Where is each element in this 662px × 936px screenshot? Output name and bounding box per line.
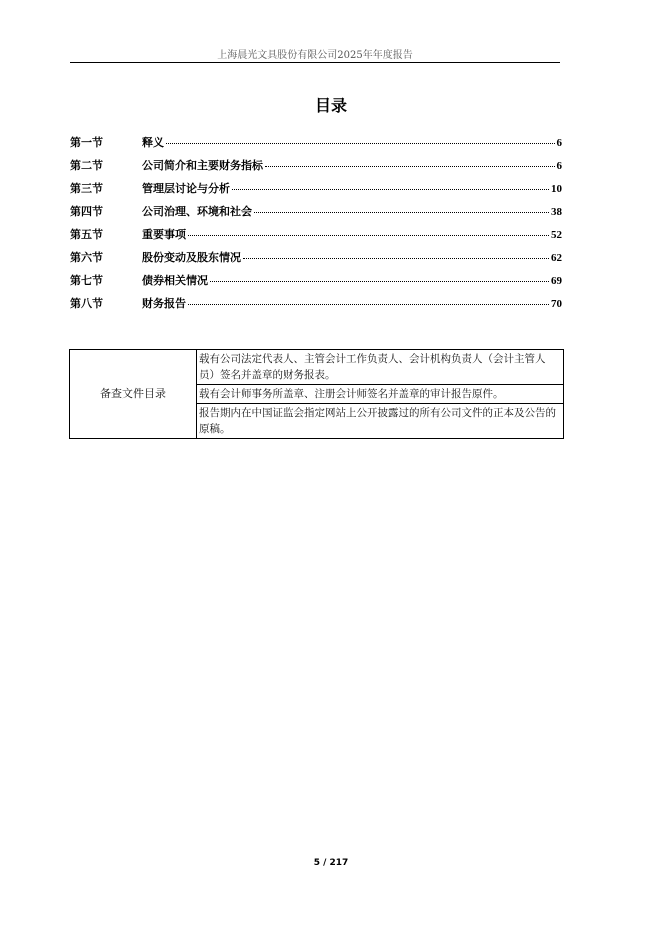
toc-section-name: 公司简介和主要财务指标	[142, 159, 263, 172]
toc-entry-2[interactable]	[70, 157, 562, 180]
toc-page-number: 10	[551, 183, 562, 195]
toc-section-name: 公司治理、环境和社会	[142, 205, 252, 218]
header-rule	[70, 62, 560, 63]
toc-entry-7[interactable]	[70, 272, 562, 295]
toc-section-name: 重要事项	[142, 228, 186, 241]
toc-dot-leader	[265, 166, 555, 167]
toc-entry-3[interactable]	[70, 180, 562, 203]
toc-dot-leader	[188, 235, 549, 236]
toc-section-number: 第一节	[70, 136, 103, 149]
toc-entry-4[interactable]	[70, 203, 562, 226]
toc-entry-6[interactable]	[70, 249, 562, 272]
toc-section-name: 管理层讨论与分析	[142, 182, 230, 195]
toc-section-number: 第七节	[70, 274, 103, 287]
table-of-contents	[70, 134, 562, 318]
table-row	[70, 350, 564, 385]
reference-document-item: 载有会计师事务所盖章、注册会计师签名并盖章的审计报告原件。	[197, 385, 564, 404]
toc-dot-leader	[188, 304, 549, 305]
toc-section-name: 释义	[142, 136, 164, 149]
toc-section-name: 债券相关情况	[142, 274, 208, 287]
toc-dot-leader	[166, 143, 555, 144]
toc-title: 目录	[314, 96, 347, 115]
toc-page-number: 6	[556, 160, 562, 172]
toc-section-number: 第三节	[70, 182, 103, 195]
toc-section-number: 第八节	[70, 297, 103, 310]
toc-section-number: 第五节	[70, 228, 103, 241]
reference-document-item: 报告期内在中国证监会指定网站上公开披露过的所有公司文件的正本及公告的原稿。	[197, 404, 564, 439]
toc-dot-leader	[254, 212, 549, 213]
toc-dot-leader	[210, 281, 549, 282]
toc-entry-1[interactable]	[70, 134, 562, 157]
toc-page-number: 69	[551, 275, 562, 287]
toc-page-number: 62	[551, 252, 562, 264]
toc-page-number: 70	[551, 298, 562, 310]
reference-documents-table	[69, 349, 564, 439]
toc-entry-8[interactable]	[70, 295, 562, 318]
toc-dot-leader	[243, 258, 549, 259]
reference-documents-label: 备查文件目录	[70, 350, 197, 439]
toc-section-number: 第二节	[70, 159, 103, 172]
toc-dot-leader	[232, 189, 549, 190]
reference-document-item: 载有公司法定代表人、主管会计工作负责人、会计机构负责人（会计主管人员）签名并盖章的财务报表。	[197, 350, 564, 385]
page-header: 上海晨光文具股份有限公司2025年年度报告	[217, 50, 413, 61]
toc-page-number: 52	[551, 229, 562, 241]
toc-section-name: 财务报告	[142, 297, 186, 310]
toc-section-number: 第四节	[70, 205, 103, 218]
toc-section-number: 第六节	[70, 251, 103, 264]
toc-entry-5[interactable]	[70, 226, 562, 249]
toc-section-name: 股份变动及股东情况	[142, 251, 241, 264]
page-number-footer: 5 / 217	[313, 858, 349, 868]
toc-page-number: 6	[556, 137, 562, 149]
toc-page-number: 38	[551, 206, 562, 218]
